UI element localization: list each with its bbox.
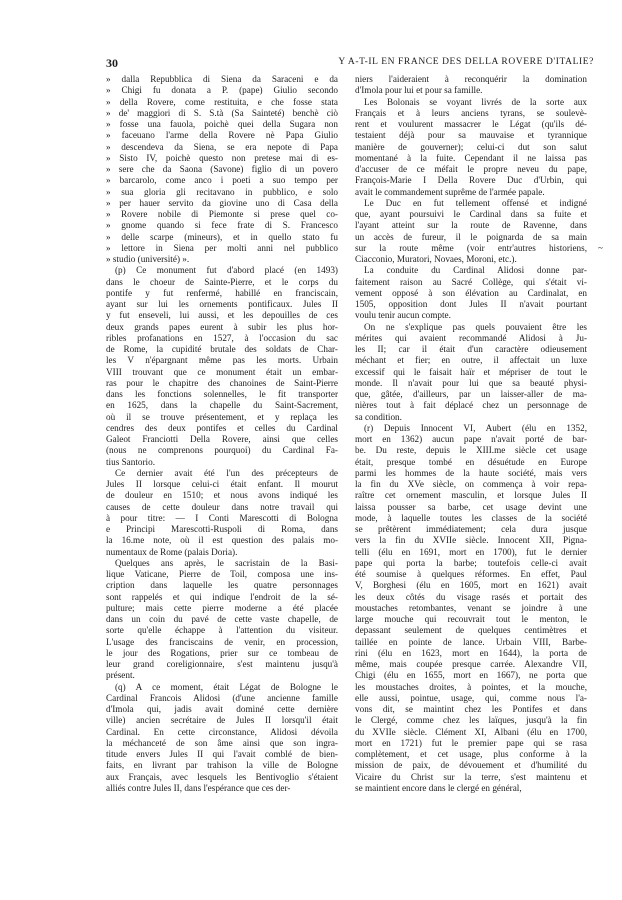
text-line: était, presque tombé en désuétude en Europe xyxy=(355,456,587,467)
text-line: Chigi (élu en 1655, mort en 1667), ne porta que xyxy=(355,670,587,681)
text-line: taillée en pointe de lance. Urbain VIII, Barbe- xyxy=(355,636,587,647)
text-line: même, mais coupée presque carrée. Alexandre VII, xyxy=(355,659,587,669)
text-line: vement opposé à son élévation au Cardinalat, en xyxy=(355,287,587,298)
text-line: » de' maggiori di S. S.tà (Sa Sainteté) benchè ciò xyxy=(106,107,338,118)
text-line: tius Santorio. xyxy=(106,456,156,467)
text-line: Ce dernier avait été l'un des précepteurs de xyxy=(115,467,338,478)
text-line: sont rappelés et qui indique l'endroit de la sé- xyxy=(106,591,338,602)
text-line: dans un coin du pavé de cette vaste chapelle, de xyxy=(106,614,338,624)
text-line: » gnome quando si fece frate di S. Francesco xyxy=(106,220,338,231)
text-line: la méchanceté de son âme ainsi que son ingra- xyxy=(106,737,338,748)
text-line: » descendeva da Siena, se era nepote di Papa xyxy=(106,141,338,152)
text-line: » delle scarpe (mineurs), et in quello stato fu xyxy=(106,231,338,242)
text-line: Français et à leurs anciens tyrans, se soulevè- xyxy=(355,107,587,118)
text-line: » sere che da Saona (Savone) figlio di un povero xyxy=(106,164,338,174)
text-line: (nous ne comprenons pourquoi) du Cardinal Fa- xyxy=(106,445,338,456)
text-line: (q) A ce moment, était Légat de Bologne le xyxy=(115,681,338,692)
text-line: » sua gloria gli recitavano in pubblico, e solo xyxy=(106,186,338,197)
text-line: ribles profanations en 1527, à l'occasion du sac xyxy=(106,332,338,343)
text-line: » barcarolo, come anco i poeti a suo tempo per xyxy=(106,175,338,186)
text-line: Les Bolonais se voyant livrés de la sorte aux xyxy=(364,96,587,107)
text-line: cendres des deux pontifes et celles du Cardinal xyxy=(106,422,338,433)
text-line: les II; car il était d'un caractère odieusement xyxy=(355,344,587,354)
text-line: Vicaire du Christ sur la terre, s'est maintenu et xyxy=(355,771,587,782)
text-line: en 1625, dans la chapelle du Saint-Sacrement, xyxy=(106,400,338,411)
text-line: dans le choeur de Sainte-Pierre, et le corps du xyxy=(106,276,338,287)
text-line: rent et voulurent massacrer le Légat (qu'ils dé- xyxy=(355,119,587,129)
text-line: (p) Ce monument fut d'abord placé (en 1493) xyxy=(115,265,338,276)
text-line: d'accuser de ce méfait le propre neveu du pape, xyxy=(355,164,587,174)
text-line: monde. Il n'avait pour lui que sa beauté physi- xyxy=(355,377,587,388)
text-line: de douleur en 1510; et nous avons indiqué les xyxy=(106,490,338,501)
text-line: que, gâtée, d'ailleurs, par un laisser-aller de ma- xyxy=(355,389,587,399)
text-line: sur la route même (voir entr'autres historiens, xyxy=(355,242,587,253)
text-line: momentané à la fuite. Cependant il ne laissa pas xyxy=(355,152,587,163)
text-line: deux grands papes eurent à subir les plus hor- xyxy=(106,321,338,332)
margin-mark: ~ xyxy=(598,243,603,253)
text-line: dans les fonctions solennelles, le fit transporter xyxy=(106,389,338,399)
text-line: faits, en livrant par trahison la ville de Bologne xyxy=(106,760,338,771)
text-line: Cardinal. En cette circonstance, Alidosi dévoila xyxy=(106,726,338,737)
text-line: large mouche qui recouvrait tout le menton, le xyxy=(355,614,587,624)
text-line: » lettore in Siena per molti anni nel pubblico xyxy=(106,242,338,253)
left-column xyxy=(106,74,338,794)
text-line: La conduite du Cardinal Alidosi donne par- xyxy=(364,265,587,276)
text-line: lique Vaticane, Pierre de Toil, composa une ins- xyxy=(106,569,338,579)
text-line: VIII trouvant que ce monument était un embar- xyxy=(106,366,338,377)
text-line: présent. xyxy=(106,670,135,681)
text-line: » della Rovere, come restituita, e che fosse stata xyxy=(106,96,338,107)
text-line: la 16.me note, où il est question des palais mo- xyxy=(106,535,338,546)
text-line: Jules II lorsque celui-ci était enfant. Il mourut xyxy=(106,479,338,489)
text-line: e Principi Marescotti-Ruspoli di Roma, dans xyxy=(106,524,338,534)
text-line: avait le commandement suprême de l'armée papale. xyxy=(355,186,545,197)
text-line: que, ayant poursuivi le Cardinal dans sa fuite et xyxy=(355,209,587,219)
text-line: pulture; mais cette pierre moderne a été placée xyxy=(106,602,338,613)
text-line: vons dit, se maintint chez les Pontifes et dans xyxy=(355,704,587,714)
text-line: » faceuano l'arme della Rovere nè Papa Giulio xyxy=(106,130,338,141)
text-line: l'ayant atteint sur la route de Ravenne, dans xyxy=(355,220,587,231)
text-line: leur grand coreligionnaire, s'est maintenu jusqu'à xyxy=(106,659,338,669)
text-line: d'Imola pour lui et pour sa famille. xyxy=(355,85,483,96)
text-line: cription dans laquelle les quatre personnages xyxy=(106,580,338,591)
running-title: Y A-T-IL EN FRANCE DES DELLA ROVERE D'ITALIE? xyxy=(338,57,594,67)
text-line: aux Français, avec lesquels les Bentivoglio s'étaient xyxy=(106,771,338,782)
text-line: Galeot Franciotti Della Rovere, ainsi que celles xyxy=(106,434,338,444)
text-line: Quelques ans après, le sacristain de la Basi- xyxy=(115,557,338,568)
text-line: titude envers Jules II qui l'avait comblé de bien- xyxy=(106,749,338,759)
text-line: mode, à laquelle toutes les classes de la société xyxy=(355,512,587,523)
text-line: testaient déjà pour sa mauvaise et tyrannique xyxy=(355,130,587,141)
text-line: » Sisto IV, poichè questo non pretese mai di es- xyxy=(106,152,338,163)
text-line: » Chigi fu donata a P. (pape) Giulio secondo xyxy=(106,85,338,96)
text-line: les V n'épargnant même pas les morts. Urbain xyxy=(106,355,338,366)
text-line: mort en 1721) fut le premier pape qui se rasa xyxy=(355,737,587,748)
text-line: se maintient encore dans le clergé en général, xyxy=(355,782,522,793)
text-line: mérites qui avaient recommandé Alidosi à Ju- xyxy=(355,332,587,343)
text-line: vers la fin du XVIIe siècle. Innocent XII, Pigna- xyxy=(355,535,587,546)
text-line: raître cet ornement masculin, et lorsque Jules II xyxy=(355,490,587,501)
text-line: ville) ancien secrétaire de Jules II lorsqu'il était xyxy=(106,715,338,726)
text-line: moustaches retombantes, venant se joindre à une xyxy=(355,602,587,613)
text-line: sa condition. xyxy=(355,411,402,422)
text-line: mission de paix, de dévouement et d'humilité du xyxy=(355,760,587,771)
text-line: telli (élu en 1691, mort en 1700), fut le dernier xyxy=(355,546,587,557)
text-line: manière de gouverner); celui-ci dut son salut xyxy=(355,141,587,152)
text-line: voulu tenir aucun compte. xyxy=(355,310,451,321)
text-line: » dalla Repubblica di Siena da Saraceni e da xyxy=(106,74,338,84)
text-line: be. Du reste, depuis le XIII.me siècle cet usage xyxy=(355,445,587,456)
text-line: ras pour le chapitre des chanoines de Saint-Pierre xyxy=(106,377,338,388)
text-line: complètement, et cet usage, plus conforme à la xyxy=(355,749,587,759)
text-line: pontife y fut renfermé, habillé en franciscain, xyxy=(106,287,338,298)
text-line: depassant seulement de quelques centimètres et xyxy=(355,625,587,636)
text-line: le Clergé, comme chez les laïques, jusqu'à la fin xyxy=(355,715,587,726)
text-line: Ciacconio, Muratori, Novaes, Moroni, etc.). xyxy=(355,254,517,264)
text-line: » Rovere nobile di Piemonte si prese quel co- xyxy=(106,209,338,219)
text-line: se prêtèrent immédiatement; cela dura jusque xyxy=(355,524,587,534)
text-line: Le Duc en fut tellement offensé et indigné xyxy=(364,197,587,208)
right-column xyxy=(355,74,587,794)
text-line: de Rome, la cupidité brutale des soldats de Char- xyxy=(106,344,338,354)
text-line: elle aussi, pointue, usage, qui, comme nous l'a- xyxy=(355,692,587,703)
text-line: rini (élu en 1623, mort en 1644), la porta de xyxy=(355,647,587,658)
text-line: été soumise à quelques réformes. En effet, Paul xyxy=(355,569,587,579)
text-line: d'Imola qui, jadis avait dominé cette dernière xyxy=(106,704,338,714)
text-line: numentaux de Rome (palais Doria). xyxy=(106,546,238,557)
text-line: où il se trouve présentement, et y replaça les xyxy=(106,411,338,422)
page-number: 30 xyxy=(106,56,118,70)
text-line: On ne s'explique pas quels pouvaient être les xyxy=(364,321,587,332)
text-line: les moustaches droites, à pointes, et la mouche, xyxy=(355,681,587,692)
text-line: V, Borghesi (élu en 1605, mort en 1621) avait xyxy=(355,580,587,591)
text-line: mort en 1362) aucun pape n'avait porté de bar- xyxy=(355,434,587,444)
text-line: le jour des Rogations, prier sur ce tombeau de xyxy=(106,647,338,658)
text-line: » fosse una fauola, poichè quei della Sugara non xyxy=(106,119,338,129)
text-line: » per hauer servito da giovine uno di Casa della xyxy=(106,197,338,208)
text-line: alliés contre Jules II, dans l'espérance que ces der- xyxy=(106,782,291,793)
text-line: méchant et fier; en outre, il affectait un luxe xyxy=(355,355,587,366)
running-header xyxy=(106,56,594,70)
text-line: excessif qui le faisait haïr et mépriser de tout le xyxy=(355,366,587,377)
text-line: L'usage des franciscains de venir, en procession, xyxy=(106,636,338,647)
text-line: ayant sur lui les ornements pontificaux. Jules II xyxy=(106,299,338,309)
text-line: Cardinal Francois Alidosi (d'une ancienne famille xyxy=(106,692,338,703)
text-line: niers l'aideraient à reconquérir la domination xyxy=(355,74,587,84)
text-line: pape qui porta la barbe; toutefois celle-ci avait xyxy=(355,557,587,568)
text-line: (r) Depuis Innocent VI, Aubert (élu en 1352, xyxy=(364,422,587,433)
text-line: nières tout à fait déplacé chez un personnage de xyxy=(355,400,587,411)
text-line: parmi les hommes de la haute société, mais vers xyxy=(355,467,587,478)
text-line: sorte qu'elle échappe à l'attention du visiteur. xyxy=(106,625,338,636)
text-line: à pour titre: — I Conti Marescotti di Bologna xyxy=(106,512,338,523)
text-line: y fut enseveli, lui aussi, et les depouilles de ces xyxy=(106,310,338,321)
text-line: la fin du XVe siècle, on commença à voir repa- xyxy=(355,479,587,489)
text-line: les deux côtés du visage rasés et portait des xyxy=(355,591,587,602)
text-line: laissa pousser sa barbe, cet usage devint une xyxy=(355,501,587,512)
text-line: 1505, opposition dont Jules II n'avait pourtant xyxy=(355,299,587,309)
text-line: faitement raison au Sacré Collège, qui s'était vi- xyxy=(355,276,587,287)
text-line: François-Marie I Della Rovere Duc d'Urbin, qui xyxy=(355,175,587,186)
text-line: un accès de fureur, il le poignarda de sa main xyxy=(355,231,587,242)
text-line: du XVIIe siècle. Clément XI, Albani (élu en 1700, xyxy=(355,726,587,737)
text-line: causes de cette douleur dans notre travail qui xyxy=(106,501,338,512)
text-line: » studio (université) ». xyxy=(106,254,190,264)
